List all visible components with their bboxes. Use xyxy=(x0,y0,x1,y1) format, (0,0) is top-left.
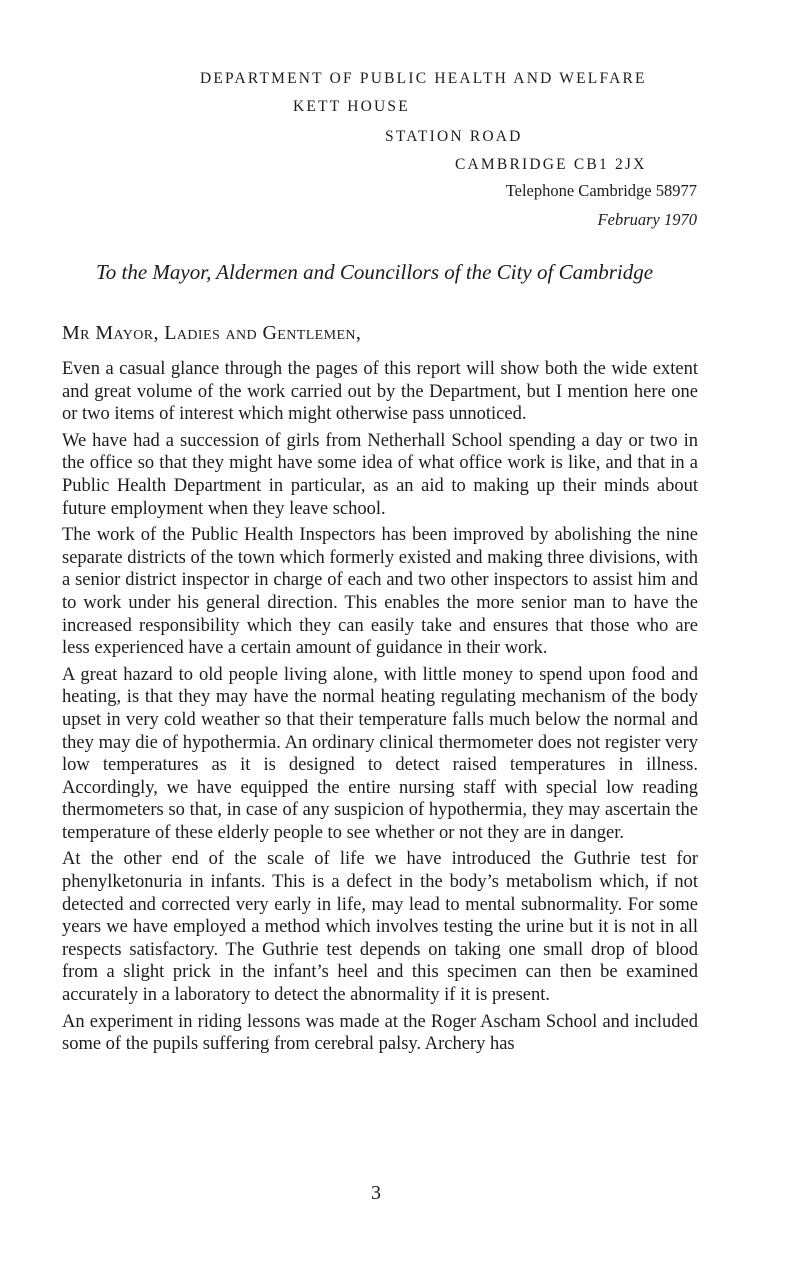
body-paragraph: At the other end of the scale of life we have introduced the Guthrie test for phenylketonuria in infants. This is a defect in the body’s metabolism which, if not detected and corrected very early in life, may lead to mental subnormality. For some years we have employed a method which involves testing the urine but it is not in all respects satisfactory. The Guthrie test depends on taking one small drop of blood from a slight prick in the infant’s heel and this specimen can then be examined accurately in a laboratory to detect the abnormality if it is present. xyxy=(62,849,698,1006)
street-address: STATION ROAD xyxy=(385,128,523,145)
addressee-line: To the Mayor, Aldermen and Councillors of the City of Cambridge xyxy=(96,260,654,284)
body-paragraph: Even a casual glance through the pages of this report will show both the wide extent and great volume of the work carried out by the Department, but I mention here one or two items of interest which might otherwise pass unnoticed. xyxy=(62,359,698,425)
body-paragraph: An experiment in riding lessons was made at the Roger Ascham School and included some of the pupils suffering from cerebral palsy. Archery has xyxy=(62,1011,698,1055)
telephone-line: Telephone Cambridge 58977 xyxy=(505,181,697,200)
letter-body xyxy=(62,358,698,1060)
body-paragraph: We have had a succession of girls from Netherhall School spending a day or two in the office so that they might have some idea of what office work is like, and that in a Public Health Department in particular, as an aid to making up their minds about future employment when they leave school. xyxy=(62,430,698,519)
building-name: KETT HOUSE xyxy=(293,98,410,115)
department-heading: DEPARTMENT OF PUBLIC HEALTH AND WELFARE xyxy=(200,70,647,87)
page-number: 3 xyxy=(371,1182,381,1204)
salutation: Mr Mayor, Ladies and Gentlemen, xyxy=(62,322,362,344)
body-paragraph: A great hazard to old people living alone, with little money to spend upon food and heating, is that they may have the normal heating regulating mechanism of the body upset in very cold weather so that their temperature falls much below the normal and they may die of hypothermia. An ordinary clinical thermometer does not register very low temperatures as it is designed to detect raised temperatures in illness. Accordingly, we have equipped the entire nursing staff with special low reading thermometers so that, in case of any suspicion of hypothermia, they may ascertain the temperature of these elderly people to see whether or not they are in danger. xyxy=(62,664,698,843)
city-postcode: CAMBRIDGE CB1 2JX xyxy=(455,156,647,173)
letter-date: February 1970 xyxy=(597,210,697,229)
body-paragraph: The work of the Public Health Inspectors has been improved by abolishing the nine separate districts of the town which formerly existed and making three divisions, with a senior district inspector in charge of each and two other inspectors to assist him and to work under his general direction. This enables the more senior man to have the increased responsibility which they can easily take and ensures that those who are less experienced have a certain amount of guidance in their work. xyxy=(62,525,698,659)
